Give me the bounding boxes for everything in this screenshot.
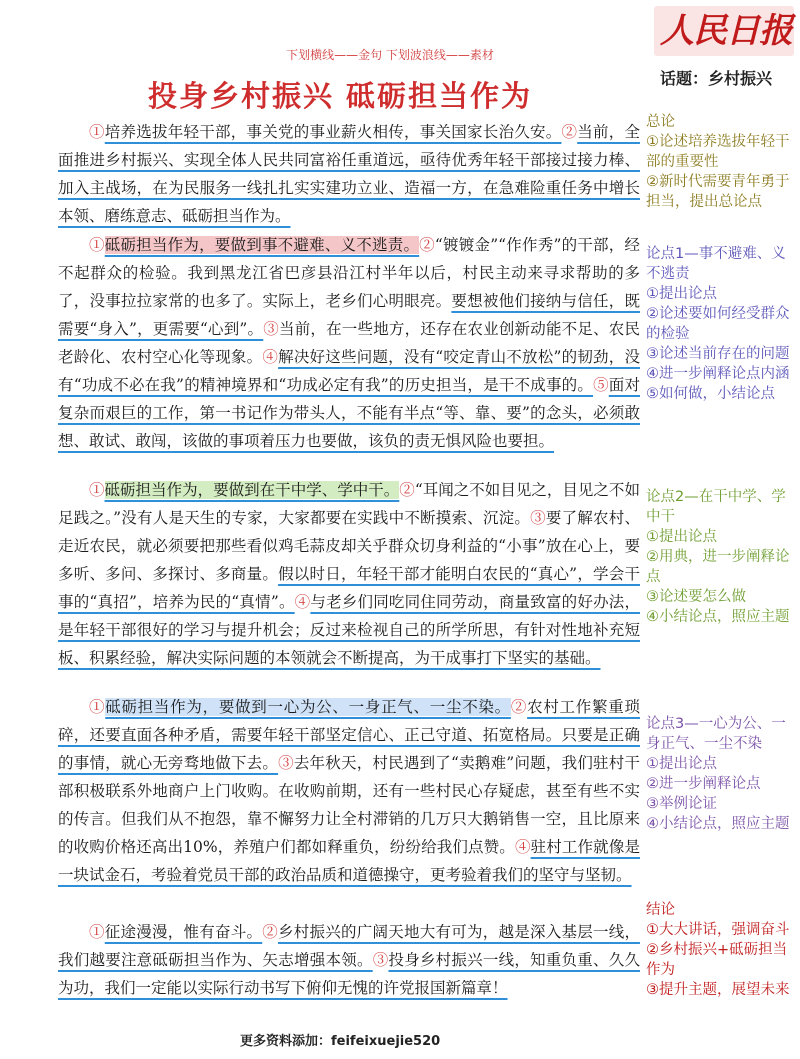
marker: ① [89,923,105,941]
marker: ④ [294,593,311,611]
marker: ② [510,698,528,716]
footer-note: 更多资料添加：feifeixuejie520 [240,1034,441,1049]
sentence: 农村工作繁重琐碎，还要直面各种矛盾，需要年轻干部坚定信心、正己守道、拓宽格局。只要是正确的事情，就心无旁骛地做下去。 [58,698,640,772]
masthead [648,2,798,100]
newspaper-logo: 人民日报 [654,6,794,56]
sentence: 要想被他们接纳与信任，既需要“身入”，更需要“心到”。 [58,292,640,338]
marker: ① [89,481,105,499]
annotation-point-2: 论点2—在干中学、学中干 ①提出论点 ②用典，进一步阐释论点 ③论述要怎么做 ④小结论点，照应主题 [646,489,790,625]
sentence: 假以时日，年轻干部才能明白农民的“真心”，学会干事的“真招”，培养为民的“真情”。 [58,565,640,611]
marker: ② [262,923,278,941]
annotation-conclusion: 结论 ①大大讲话，强调奋斗 ②乡村振兴+砥砺担当作为 ③提升主题，展望未来 [646,902,790,998]
sentence: 乡村振兴的广阔天地大有可为，越是深入基层一线，我们越要注意砥砺担当作为、矢志增强本领。 [58,923,640,969]
paragraph-conclusion [58,918,640,1002]
sentence: 当前，全面推进乡村振兴、实现全体人民共同富裕任重道远，亟待优秀年轻干部接过接力棒、加入主战场，在为民服务一线扎扎实实建功立业、造福一方，在急难险重任务中增长本领、磨练意志、砥砺担当作为。 [58,123,640,225]
legend: 下划横线——金句 下划波浪线——素材 [286,48,494,62]
marker: ② [399,481,415,499]
sentence: 面对复杂而艰巨的工作，第一书记作为带头人，不能有半点“等、靠、要”的念头，必须敢想、敢试、敢闯，该做的事项着压力也要做，该负的责无惧风险也要担。 [58,376,640,450]
sentence: 培养选拔年轻干部，事关党的事业薪火相传，事关国家长治久安。 [104,123,562,141]
marker: ③ [263,320,279,338]
sentence: 要了解农村、走近农民，就必须要把那些看似鸡毛蒜皮却关乎群众切身利益的“小事”放在心上，要多听、多问、多探讨、多商量。 [58,509,640,583]
sentence: 征途漫漫，惟有奋斗。 [104,923,263,941]
thesis-sentence: 砥砺担当作为，要做到在干中学、学中干。 [104,481,400,499]
sentence: 去年秋天，村民遇到了“卖鹅难”问题，我们驻村干部积极联系外地商户上门收购。在收购前期，还有一些村民心存疑虑，甚至有些不实的传言。但我们从不抱怨，靠不懈努力让全村滞销的几万只大鹅销售一空，且比原来的收购价格还高出10%，养殖户们都如释重负，纷纷给我们点赞。 [58,754,640,856]
paragraph-point-2 [58,476,640,672]
paragraph-point-1 [58,231,640,455]
sentence: “镀镀金”“作作秀”的干部，经不起群众的检验。我到黑龙江省巴彦县沿江村半年以后，村民主动来寻求帮助的多了，没事拉拉家常的也多了。实际上，老乡们心明眼亮。 [58,236,640,310]
marker: ② [419,236,435,254]
paragraph-point-3 [58,693,640,889]
page-title: 投身乡村振兴 砥砺担当作为 [147,79,533,113]
marker: ④ [262,348,279,366]
marker: ⑤ [593,376,609,394]
marker: ③ [278,754,294,772]
marker: ③ [372,951,389,969]
paragraph-intro [58,118,640,230]
marker: ① [89,236,105,254]
annotation-point-1: 论点1—事不避难、义不逃责 ①提出论点 ②论述要如何经受群众的检验 ③论述当前存在的问题 ④进一步阐释论点内涵 ⑤如何做，小结论点 [646,246,790,402]
annotation-overview: 总论 ①论述培养选拔年轻干部的重要性 ②新时代需要青年勇于担当，提出总论点 [646,114,790,210]
sentence: “耳闻之不如目见之，目见之不如足践之。”没有人是天生的专家，大家都要在实践中不断摸索、沉淀。 [58,481,640,527]
marker: ④ [514,838,531,856]
sentence: 解决好这些问题，没有“咬定青山不放松”的韧劲，没有“功成不必在我”的精神境界和“功成必定有我”的历史担当，是干不成事的。 [58,348,640,394]
marker: ③ [530,509,546,527]
sentence: 当前，在一些地方，还存在农业创新动能不足、农民老龄化、农村空心化等现象。 [58,320,640,366]
topic-label: 话题：乡村振兴 [660,69,773,88]
sentence: 投身乡村振兴一线，知重负重、久久为功，我们一定能以实际行动书写下俯仰无愧的许党报国新篇章！ [58,951,640,997]
annotation-point-3: 论点3—一心为公、一身正气、一尘不染 ①提出论点 ②进一步阐释论点 ③举例论证 ④小结论点，照应主题 [646,716,790,832]
thesis-sentence: 砥砺担当作为，要做到一心为公、一身正气、一尘不染。 [105,698,511,716]
marker: ① [89,698,106,716]
marker: ② [561,123,578,141]
sentence: 驻村工作就像是一块试金石，考验着党员干部的政治品质和道德操守，更考验着我们的坚守与坚韧。 [58,838,640,884]
thesis-sentence: 砥砺担当作为，要做到事不避难、义不逃责。 [104,236,420,254]
sentence: 与老乡们同吃同住同劳动，商量致富的好办法，是年轻干部很好的学习与提升机会；反过来检视自己的所学所思，有针对性地补充短板、积累经验，解决实际问题的本领就会不断提高，为干成事打下坚实的基础。 [58,593,640,667]
marker: ① [89,123,105,141]
